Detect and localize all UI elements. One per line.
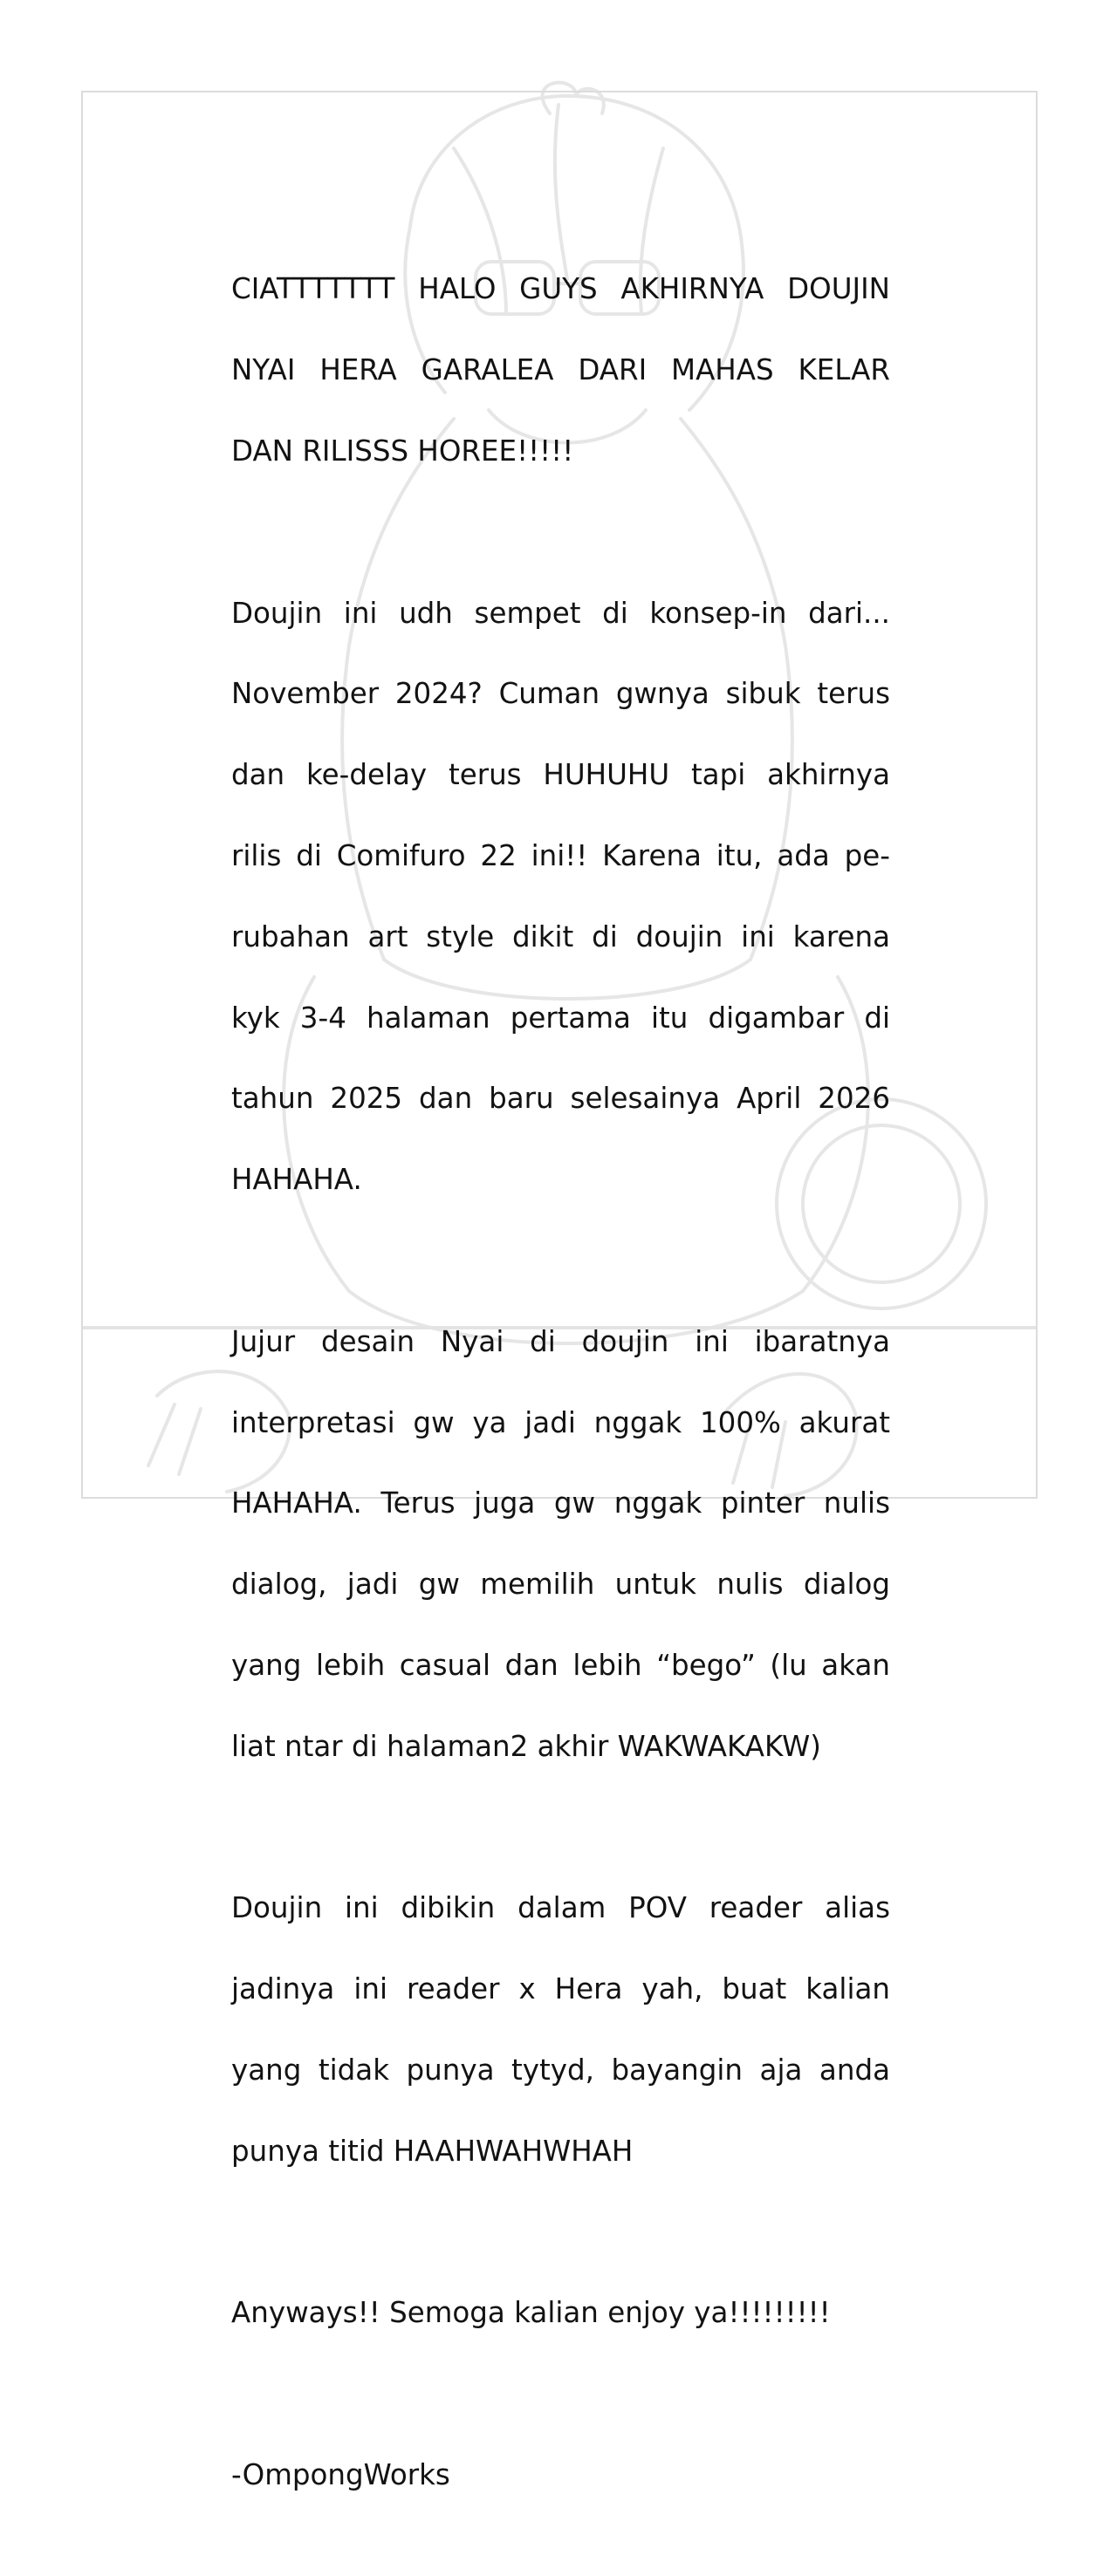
text-line: rubahan art style dikit di doujin ini karena [231, 919, 890, 953]
text-line: CIATTTTTTT HALO GUYS AKHIRNYA DOUJIN [231, 272, 890, 306]
text-line: DAN RILISSS HOREE!!!!! [231, 434, 574, 468]
text-line: liat ntar di halaman2 akhir WAKWAKAKW) [231, 1729, 821, 1763]
text-line: NYAI HERA GARALEA DARI MAHAS KELAR [231, 353, 890, 387]
text-line: HAHAHA. [231, 1163, 362, 1197]
text-line: jadinya ini reader x Hera yah, buat kalian [231, 1972, 890, 2006]
signature-text: -OmpongWorks [231, 2457, 450, 2491]
text-line: Anyways!! Semoga kalian enjoy ya!!!!!!!!! [231, 2296, 831, 2330]
paragraph-pov [231, 1848, 890, 2212]
paragraph-closing [231, 2252, 890, 2374]
text-line: HAHAHA. Terus juga gw nggak pinter nulis [231, 1486, 890, 1520]
text-line: dan ke-delay terus HUHUHU tapi akhirnya [231, 758, 890, 792]
paragraph-design [231, 1281, 890, 1807]
text-line: rilis di Comifuro 22 ini!! Karena itu, ada pe- [231, 838, 890, 872]
paragraph-intro [231, 229, 890, 512]
signature [231, 2415, 890, 2536]
letter-body [231, 229, 890, 2576]
text-line: November 2024? Cuman gwnya sibuk terus [231, 677, 890, 711]
text-line: punya titid HAAHWAHWHAH [231, 2134, 634, 2168]
text-line: tahun 2025 dan baru selesainya April 2026 [231, 1082, 890, 1116]
text-line: yang tidak punya tytyd, bayangin aja anda [231, 2053, 890, 2087]
paragraph-history [231, 552, 890, 1240]
text-line: kyk 3-4 halaman pertama itu digambar di [231, 1001, 890, 1035]
text-line: Doujin ini udh sempet di konsep-in dari... [231, 596, 890, 630]
text-line: Doujin ini dibikin dalam POV reader alias [231, 1891, 890, 1925]
text-line: interpretasi gw ya jadi nggak 100% akurat [231, 1405, 890, 1439]
text-line: yang lebih casual dan lebih “bego” (lu akan [231, 1648, 890, 1682]
text-line: Jujur desain Nyai di doujin ini ibaratnya [231, 1324, 890, 1358]
text-line: dialog, jadi gw memilih untuk nulis dialog [231, 1568, 890, 1602]
